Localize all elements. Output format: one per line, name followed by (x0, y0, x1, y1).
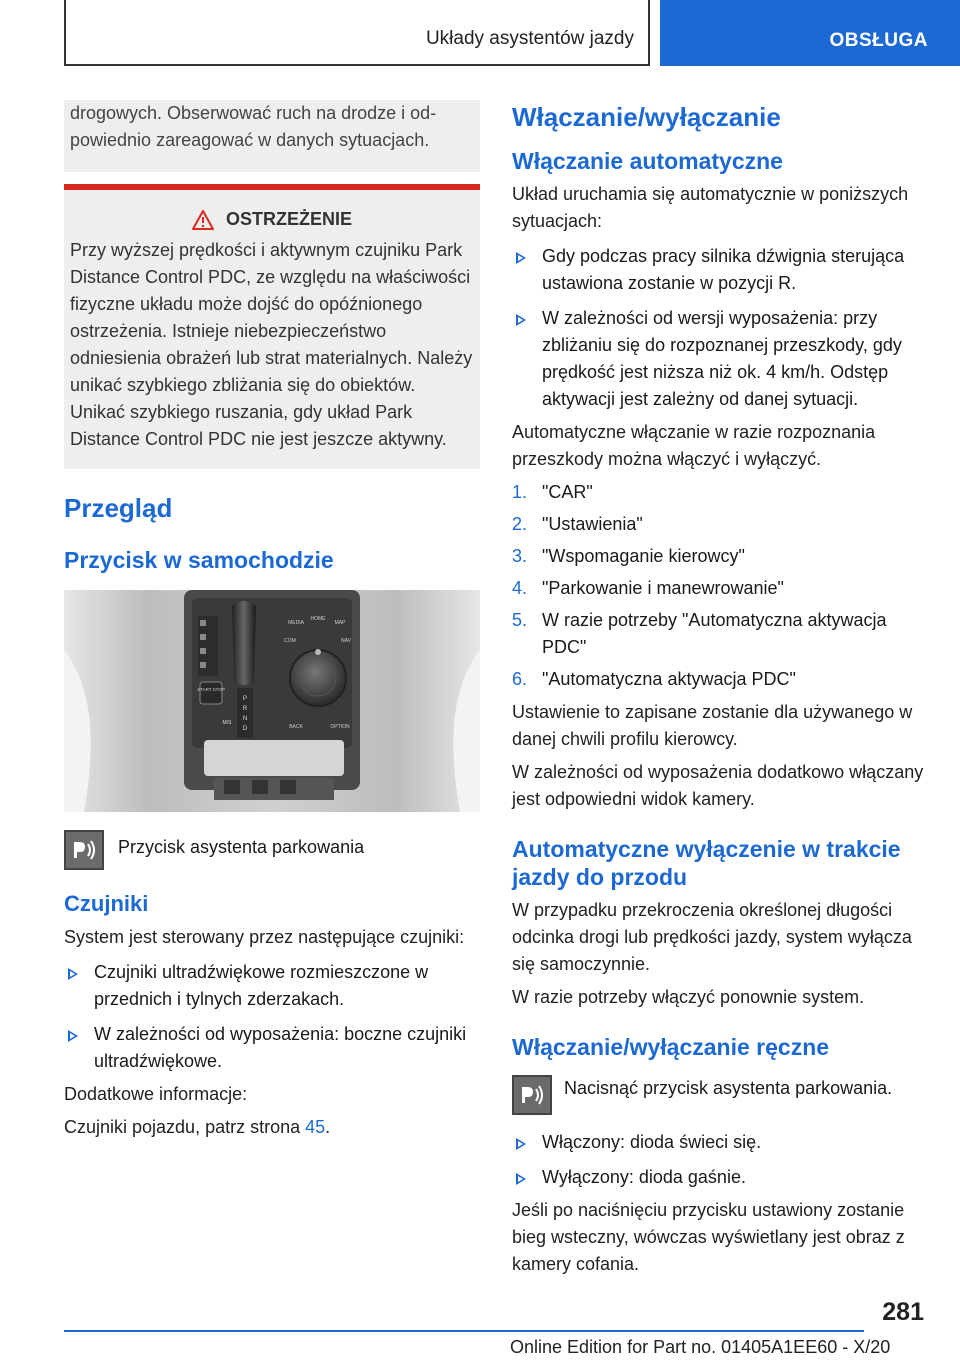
onoff-heading: Włączanie/wyłączanie (512, 102, 781, 132)
step-item: 5. W razie potrzeby "Automatyczna aktywacja PDC" (512, 610, 887, 657)
warning-triangle-icon (192, 210, 214, 230)
warning-title-row (70, 206, 474, 233)
section-tab (660, 0, 960, 66)
step-item: 1. "CAR" (512, 482, 593, 502)
list-item: Wyłączony: dioda gaśnie. (512, 1164, 928, 1191)
manual-text: Nacisnąć przycisk asystenta parkowania. (564, 1078, 893, 1098)
button-heading: Przycisk w samochodzie (64, 547, 334, 573)
footer-divider (64, 1330, 864, 1332)
center-console-photo (64, 590, 480, 812)
center-console-illustration (64, 590, 480, 812)
settings-steps (512, 479, 928, 693)
bullet-triangle-icon (68, 968, 78, 980)
reverse-note: Jeśli po naciśnięciu przycisku ustawiony zostanie bieg wsteczny, wówczas wyświetlany jest obraz z kamery cofania. (512, 1200, 905, 1274)
list-item: Czujniki ultradźwiękowe rozmieszczone w przednich i tylnych zderzakach. (64, 959, 480, 1013)
caption-text: Przycisk asystenta parkowania (118, 837, 365, 857)
gear-n-label: N (242, 716, 248, 722)
parking-assistant-icon (512, 1075, 552, 1115)
com-label: COM (284, 638, 296, 644)
bullet-triangle-icon (68, 1030, 78, 1042)
gear-ms-label: M/S (222, 720, 232, 726)
parking-assistant-icon (64, 830, 104, 870)
list-item: W zależności od wyposażenia: boczne czujniki ultradźwiękowe. (64, 1021, 480, 1075)
section-label: OBSŁUGA (829, 30, 928, 51)
sensors-heading: Czujniki (64, 891, 149, 916)
right-column (512, 100, 928, 1278)
sensors-intro: System jest sterowany przez następujące czujniki: (64, 927, 465, 947)
warning-title: OSTRZEŻENIE (225, 209, 352, 229)
see-page-line: Czujniki pojazdu, patrz strona 45. (64, 1117, 331, 1137)
sensors-list (64, 959, 480, 1075)
map-label: MAP (334, 620, 346, 626)
continued-text: drogowych. Obserwować ruch na drodze i odpowiednio zareagować w danych sytuacjach. (70, 103, 437, 150)
warning-text: Przy wyższej prędkości i aktywnym czujniku Park Distance Control PDC, ze względu na właściwości fizyczne układu może dojść do opóźnionego ostrzeżenia. Istnieje niebezpieczeństwo odniesienia obrażeń lub strat materialnych. Należy unikać szybkiego zbliżania się do obiektów. Unikać szybkiego ruszania, gdy układ Park Distance Control PDC nie jest jeszcze aktywny. (70, 240, 473, 449)
start-stop-label: START STOP (197, 687, 225, 692)
home-label: HOME (310, 616, 326, 622)
bullet-triangle-icon (516, 252, 526, 264)
list-item: Gdy podczas pracy silnika dźwignia sterująca ustawiona zostanie w pozycji R. (512, 243, 928, 297)
page-number: 281 (882, 1298, 924, 1326)
overview-heading: Przegląd (64, 493, 173, 523)
step-item: 2. "Ustawienia" (512, 514, 643, 534)
gear-d-label: D (242, 726, 248, 732)
saved-note: Ustawienie to zapisane zostanie dla używanego w danej chwili profilu kierowcy. (512, 702, 913, 749)
bullet-triangle-icon (516, 1138, 526, 1150)
header-bar (64, 0, 650, 66)
continued-box (64, 100, 480, 172)
page-link-45[interactable]: 45 (305, 1117, 326, 1137)
step-item: 3. "Wspomaganie kierowcy" (512, 546, 745, 566)
step-item: 4. "Parkowanie i manewrowanie" (512, 578, 784, 598)
auto-on-intro: Układ uruchamia się automatycznie w poniższych sytuacjach: (512, 184, 909, 231)
auto-off-text2: W razie potrzeby włączyć ponownie system. (512, 987, 865, 1007)
warning-box (64, 184, 480, 469)
auto-on-note: Automatyczne włączanie w razie rozpoznania przeszkody można włączyć i wyłączyć. (512, 422, 876, 469)
back-label: BACK (289, 724, 303, 730)
bullet-triangle-icon (516, 1173, 526, 1185)
photo-caption (64, 830, 480, 870)
nav-label: NAV (341, 638, 351, 644)
auto-off-heading: Automatyczne wyłączenie w trakcie jazdy do przodu (512, 836, 901, 890)
media-label: MEDIA (288, 620, 304, 626)
step-item: 6. "Automatyczna aktywacja PDC" (512, 669, 796, 689)
left-column (64, 100, 480, 1141)
chapter-title: Układy asystentów jazdy (425, 28, 634, 49)
gear-r-label: R (242, 706, 248, 712)
manual-instruction (512, 1075, 928, 1115)
camera-note: W zależności od wyposażenia dodatkowo włączany jest odpowiedni widok kamery. (512, 762, 924, 809)
auto-off-text: W przypadku przekroczenia określonej długości odcinka drogi lub prędkości jazdy, system wyłącza się samoczynnie. (512, 900, 912, 974)
list-item: Włączony: dioda świeci się. (512, 1129, 928, 1156)
edition-text: Online Edition for Part no. 01405A1EE60 - X/20 (510, 1337, 891, 1357)
list-item: W zależności od wersji wyposażenia: przy zbliżaniu się do rozpoznanej przeszkody, gdy prędkość jest niższa niż ok. 4 km/h. Odstęp aktywacji jest zależny od danej sytuacji. (512, 305, 928, 413)
bullet-triangle-icon (516, 314, 526, 326)
auto-on-list (512, 243, 928, 413)
option-label: OPTION (330, 724, 350, 730)
manual-heading: Włączanie/wyłączanie ręczne (512, 1034, 830, 1060)
extra-info-label: Dodatkowe informacje: (64, 1084, 248, 1104)
manual-list (512, 1129, 928, 1191)
auto-on-heading: Włączanie automatyczne (512, 148, 783, 174)
gear-p-label: P (242, 696, 248, 702)
